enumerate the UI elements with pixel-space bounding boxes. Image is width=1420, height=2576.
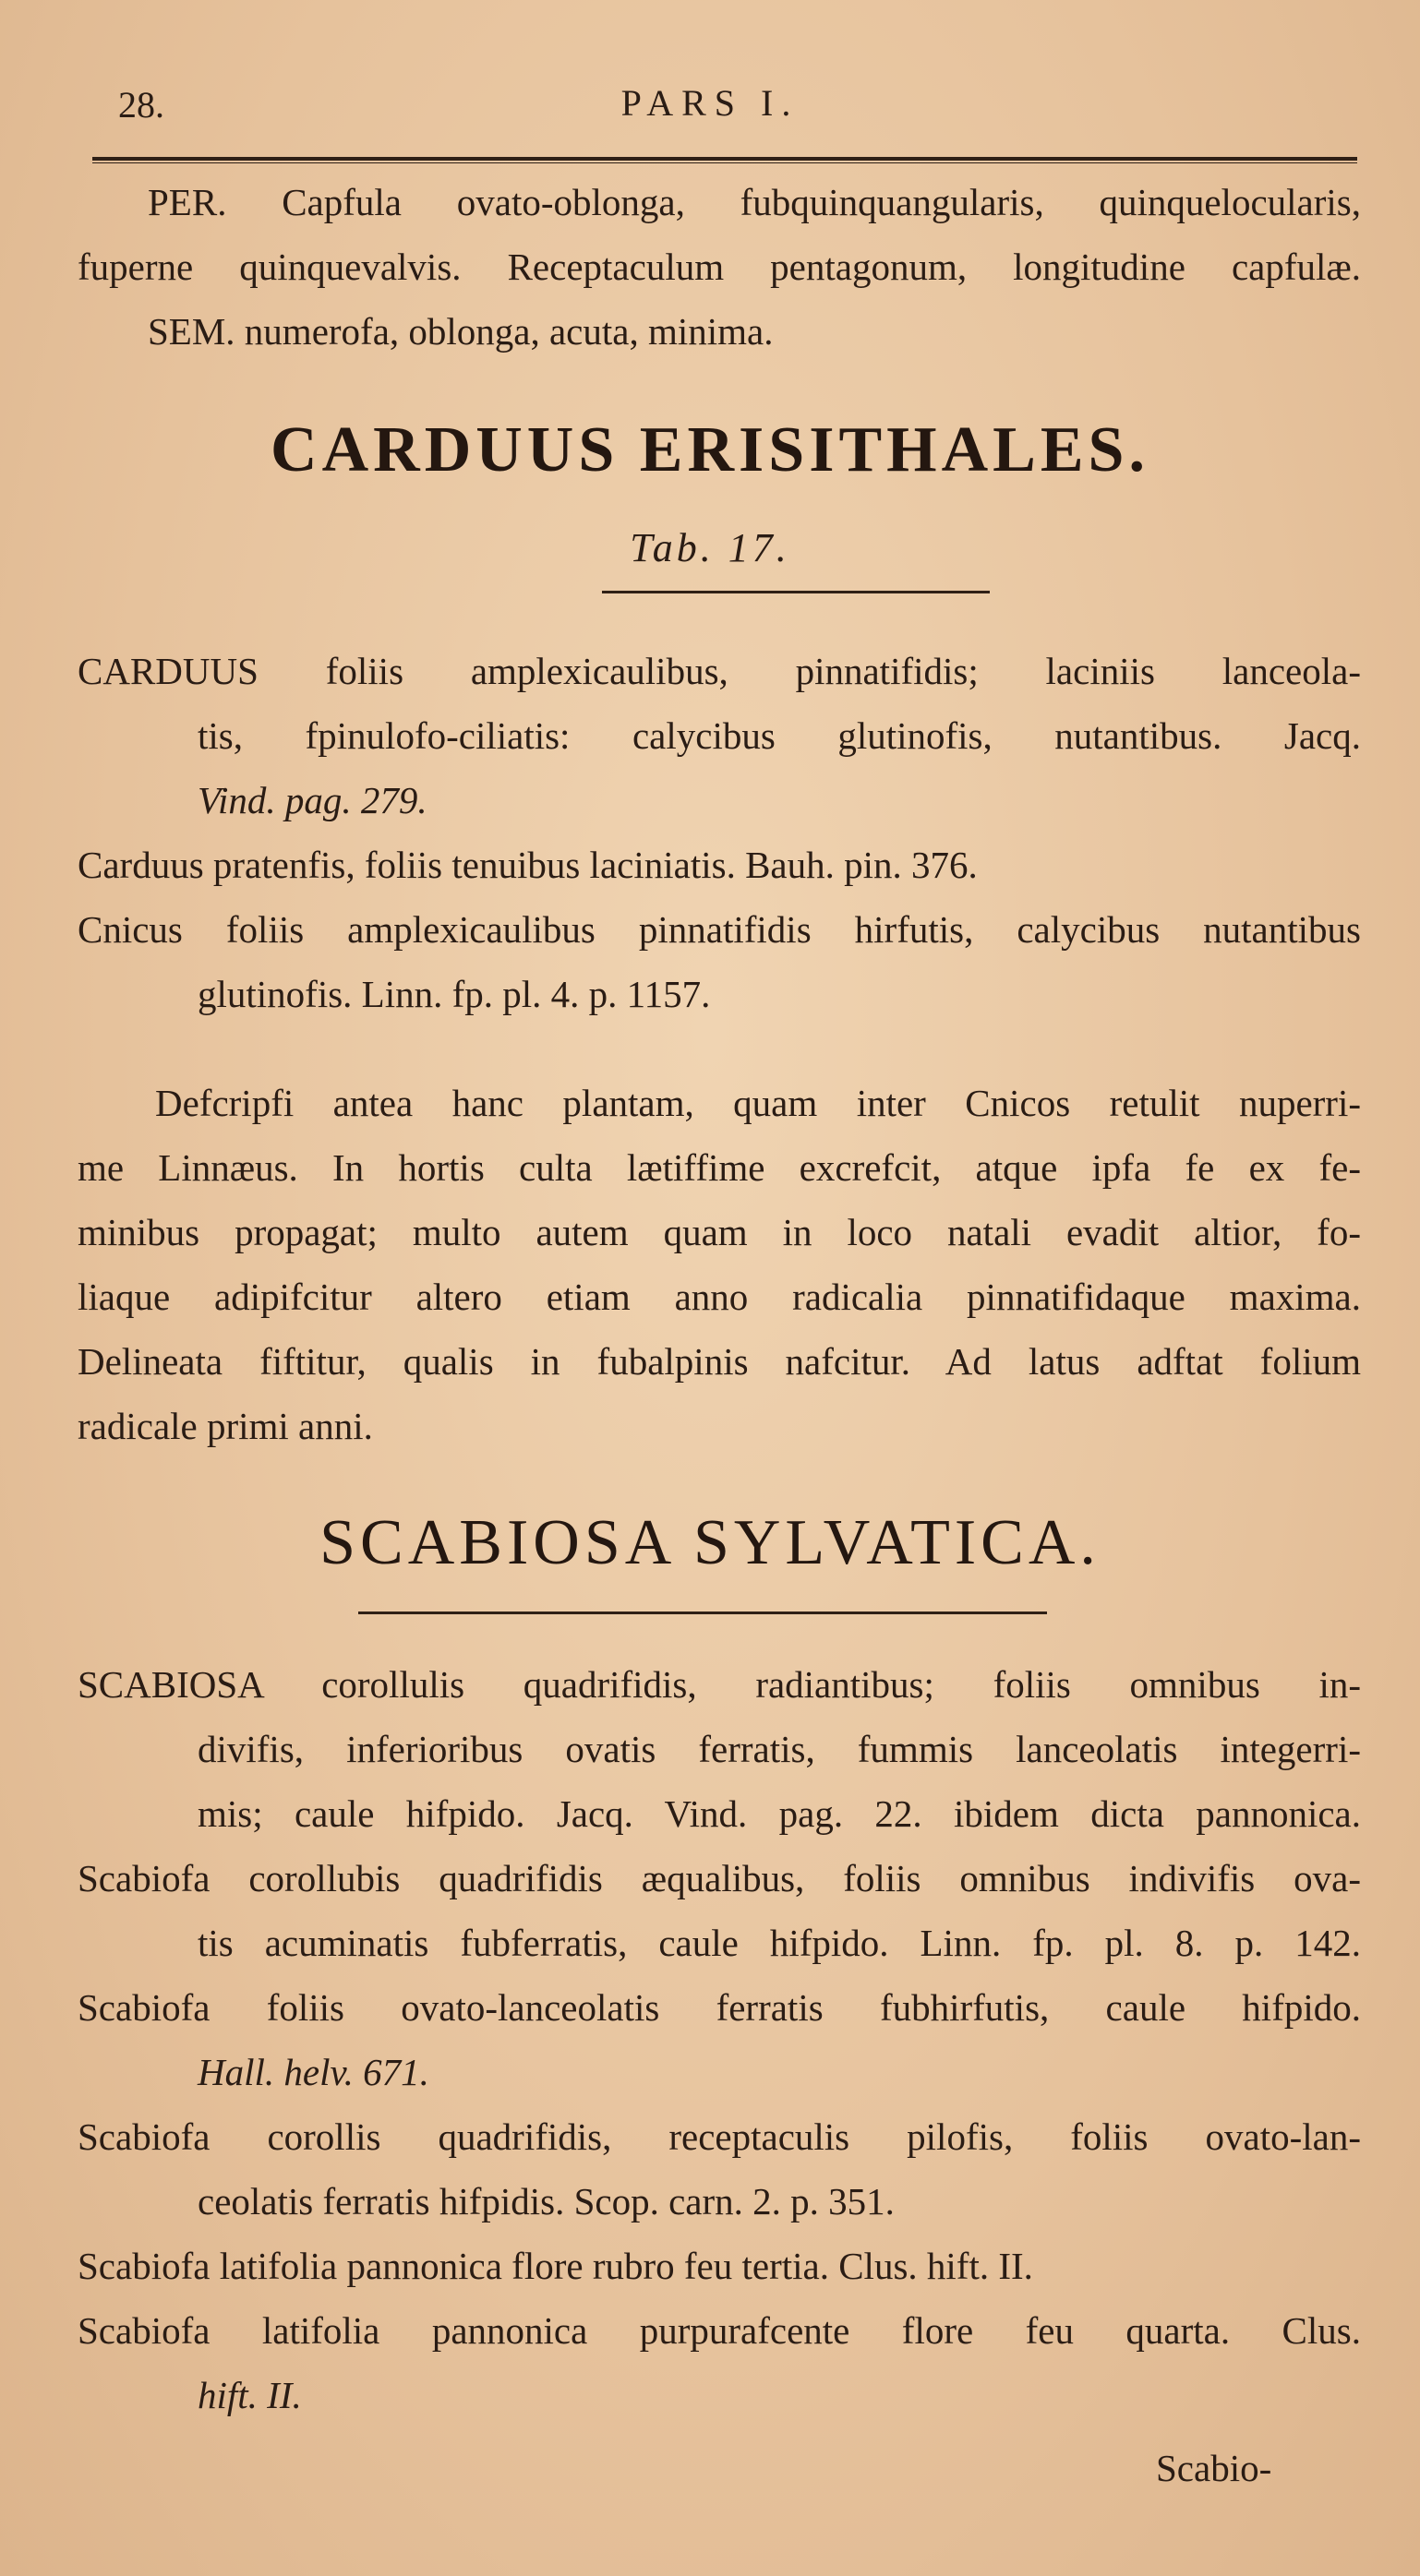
synonym-line: tis acuminatis fubferratis, caule hifpido. Linn. fp. pl. 8. p. 142. (198, 1922, 1361, 1964)
synonym-line: Scabiofa corollubis quadrifidis æqualibus, foliis omnibus indivifis ova- (78, 1857, 1361, 1899)
synonym-line: Hall. helv. 671. (198, 2051, 429, 2093)
synonym-line: tis, fpinulofo-ciliatis: calycibus glutinofis, nutantibus. Jacq. (198, 714, 1361, 757)
synonym-line: SCABIOSA corollulis quadrifidis, radiantibus; foliis omnibus in- (78, 1663, 1361, 1706)
paragraph-line: radicale primi anni. (78, 1405, 373, 1447)
text-line: PER. Capfula ovato-oblonga, fubquinquangularis, quinquelocularis, (148, 181, 1361, 223)
synonym-line: Scabiofa latifolia pannonica purpurafcente flore feu quarta. Clus. (78, 2309, 1361, 2352)
species-heading-carduus: CARDUUS ERISITHALES. (271, 414, 1149, 485)
header-rule (92, 157, 1357, 163)
paragraph-line: minibus propagat; multo autem quam in loco natali evadit altior, fo- (78, 1211, 1361, 1253)
text-line: fuperne quinquevalvis. Receptaculum pentagonum, longitudine capfulæ. (78, 246, 1361, 288)
text-line: SEM. numerofa, oblonga, acuta, minima. (148, 310, 774, 353)
paragraph-line: Defcripfi antea hanc plantam, quam inter Cnicos retulit nuperri- (155, 1082, 1361, 1124)
running-head: PARS I. (620, 82, 800, 124)
synonym-line: Carduus pratenfis, foliis tenuibus laciniatis. Bauh. pin. 376. (78, 844, 978, 886)
carduus-synonyms (78, 639, 1361, 1026)
paragraph-line: me Linnæus. In hortis culta lætiffime excrefcit, atque ipfa fe ex fe- (78, 1146, 1361, 1189)
synonym-line: hift. II. (198, 2374, 302, 2416)
synonym-line: Vind. pag. 279. (198, 779, 427, 821)
synonym-line: ceolatis ferratis hifpidis. Scop. carn. 2. p. 351. (198, 2180, 895, 2223)
synonym-line: glutinofis. Linn. fp. pl. 4. p. 1157. (198, 973, 711, 1015)
scabiosa-synonyms (78, 1652, 1361, 2427)
paragraph-line: liaque adipifcitur altero etiam anno radicalia pinnatifidaque maxima. (78, 1276, 1361, 1318)
page-number: 28. (118, 84, 164, 126)
previous-species-description (78, 170, 1361, 364)
synonym-line: CARDUUS foliis amplexicaulibus, pinnatifidis; laciniis lanceola- (78, 650, 1361, 692)
synonym-line: Cnicus foliis amplexicaulibus pinnatifidis hirfutis, calycibus nutantibus (78, 908, 1361, 951)
page-header (0, 74, 1420, 138)
synonym-line: divifis, inferioribus ovatis ferratis, fummis lanceolatis integerri- (198, 1728, 1361, 1770)
synonym-line: Scabiofa foliis ovato-lanceolatis ferratis fubhirfutis, caule hifpido. (78, 1986, 1361, 2029)
section-rule (602, 591, 990, 593)
synonym-line: Scabiofa latifolia pannonica flore rubro feu tertia. Clus. hift. II. (78, 2245, 1033, 2287)
synonym-line: mis; caule hifpido. Jacq. Vind. pag. 22. ibidem dicta pannonica. (198, 1792, 1361, 1835)
synonym-line: Scabiofa corollis quadrifidis, receptaculis pilofis, foliis ovato-lan- (78, 2115, 1361, 2158)
species-heading-scabiosa: SCABIOSA SYLVATICA. (319, 1507, 1101, 1578)
plate-reference: Tab. 17. (630, 525, 790, 570)
carduus-description (78, 1071, 1361, 1458)
catchword: Scabio- (1156, 2447, 1272, 2489)
paragraph-line: Delineata fiftitur, qualis in fubalpinis nafcitur. Ad latus adftat folium (78, 1340, 1361, 1383)
section-rule (358, 1611, 1047, 1614)
